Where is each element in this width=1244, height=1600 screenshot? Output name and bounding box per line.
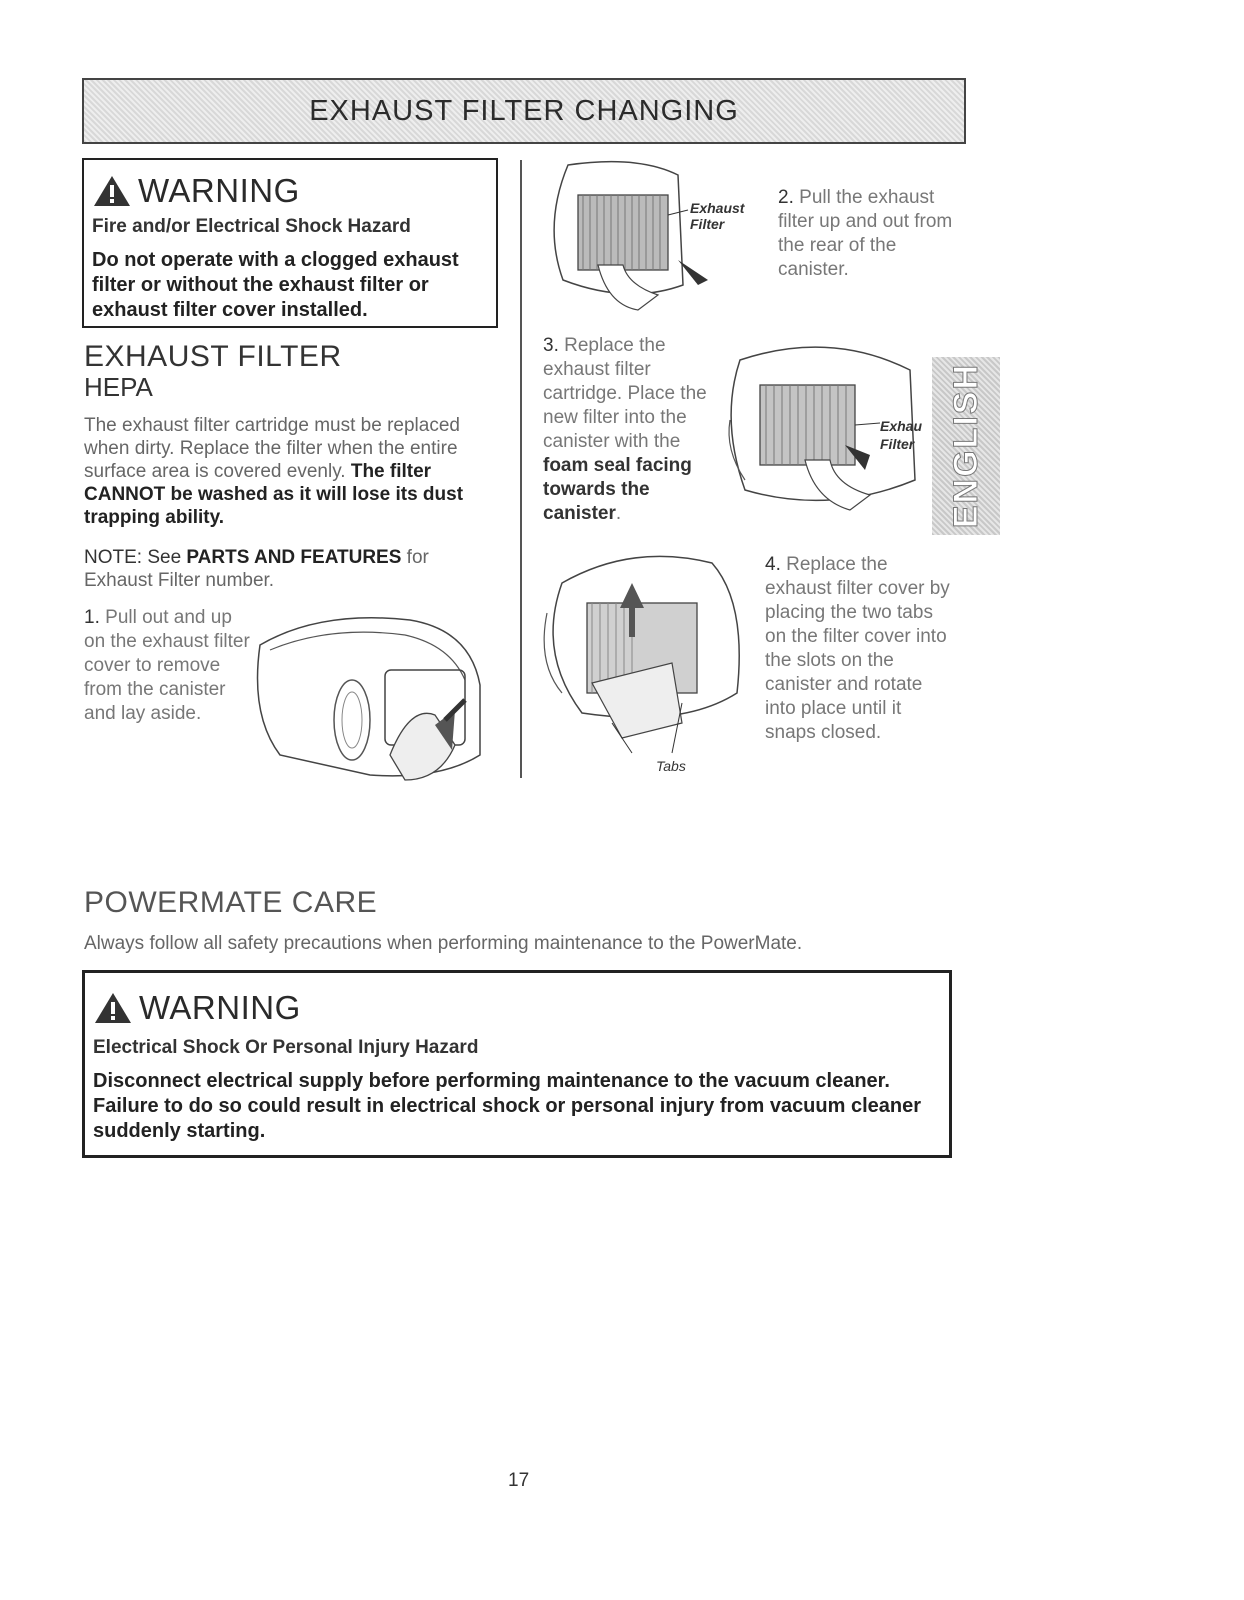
warning-title-2: [93, 989, 941, 1027]
powermate-care-title: POWERMATE CARE: [84, 886, 378, 919]
step-3-number: 3.: [543, 335, 559, 356]
language-tab-label: ENGLISH: [946, 363, 985, 529]
warning-title: [92, 172, 488, 210]
note-bold: PARTS AND FEATURES: [186, 547, 402, 568]
note-paragraph: [84, 546, 484, 592]
figure-label-exhaust-2: Exhau: [880, 418, 923, 434]
step-2-text: Pull the exhaust filter up and out from the rear of the canister.: [778, 187, 953, 280]
figure-label-filter: Filter: [690, 216, 725, 232]
step-3: [543, 334, 713, 526]
figure-label-filter-2: Filter: [880, 436, 915, 452]
warning-box-fire: [82, 158, 498, 328]
exhaust-filter-title: EXHAUST FILTER: [84, 340, 342, 373]
powermate-intro: Always follow all safety precautions when performing maintenance to the PowerMate.: [84, 933, 803, 954]
step-3-end: .: [615, 503, 622, 524]
warning-body: Do not operate with a clogged exhaust filter or without the exhaust filter or exhaust filter cover installed.: [92, 249, 459, 321]
step-3-bold: foam seal facing towards the canister: [543, 455, 692, 524]
figure-label-tabs: Tabs: [656, 758, 686, 774]
warning-triangle-icon: [92, 174, 132, 208]
section-banner: [82, 78, 966, 144]
exhaust-filter-paragraph: [84, 414, 504, 529]
step-4-number: 4.: [765, 554, 781, 575]
warning-hazard: Fire and/or Electrical Shock Hazard: [92, 216, 411, 237]
step-1-text: Pull out and up on the exhaust filter cover to remove from the canister and lay aside.: [84, 607, 250, 724]
column-divider: [520, 160, 522, 778]
filter-para-bold: The filter CANNOT be washed as it will lose its dust trapping ability.: [84, 461, 464, 528]
step-2-number: 2.: [778, 187, 794, 208]
hepa-subtitle: HEPA: [84, 372, 153, 402]
note-prefix: NOTE: See: [84, 547, 187, 568]
filter-para-normal: The exhaust filter cartridge must be replaced when dirty. Replace the filter when the entire surface area is covered evenly.: [84, 415, 460, 482]
warning-triangle-icon: [93, 991, 133, 1025]
step-1-number: 1.: [84, 607, 100, 628]
step-1: [84, 606, 254, 726]
warning-title-text: WARNING: [138, 172, 300, 209]
exhaust-filter-pull-illustration: [538, 155, 768, 315]
step-4-text: Replace the exhaust filter cover by placing the two tabs on the filter cover into the slots on the canister and rotate into place until it snaps closed.: [765, 554, 950, 743]
warning-hazard-2: Electrical Shock Or Personal Injury Hazard: [93, 1037, 479, 1058]
step-3-text: Replace the exhaust filter cartridge. Place the new filter into the canister with the: [543, 335, 707, 452]
warning-title-text-2: WARNING: [139, 989, 301, 1026]
filter-cover-tabs-illustration: [532, 543, 757, 773]
banner-title: EXHAUST FILTER CHANGING: [309, 94, 739, 127]
figure-label-exhaust: Exhaust: [690, 200, 745, 216]
step-4: [765, 553, 955, 745]
note-suffix: for Exhaust Filter number.: [84, 547, 429, 591]
page-number: 17: [508, 1470, 530, 1491]
warning-body-2: Disconnect electrical supply before performing maintenance to the vacuum cleaner. Failure to do so could result in electrical shock or personal injury from vacuum cleaner suddenly starting.: [93, 1070, 922, 1142]
warning-box-electrical: [82, 970, 952, 1158]
step-2: [778, 186, 958, 282]
language-tab: [932, 357, 1000, 535]
canister-cover-removal-illustration: [240, 605, 510, 785]
